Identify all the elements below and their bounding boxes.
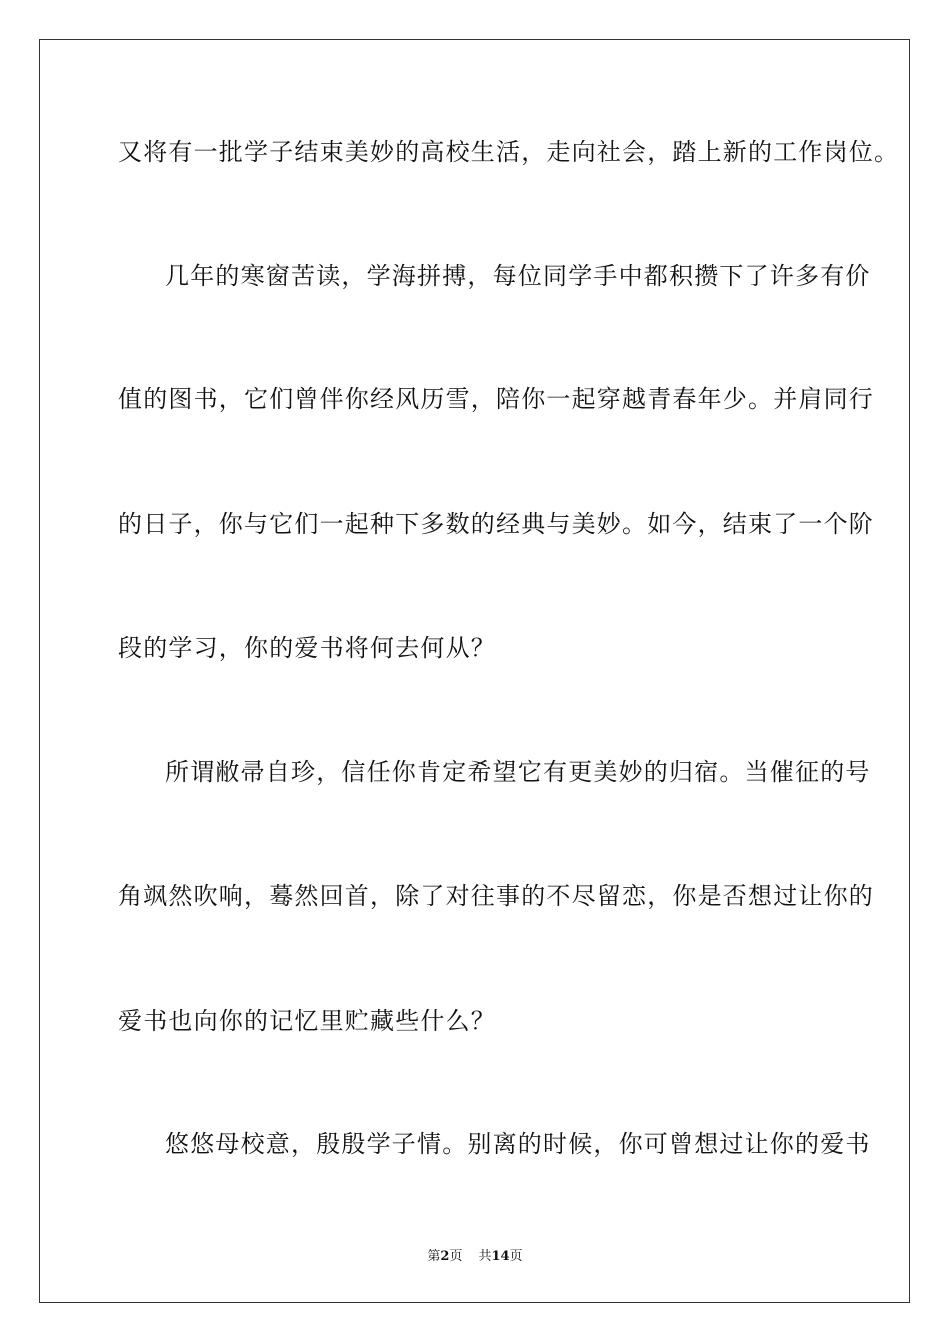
page-suffix: 页 bbox=[449, 1249, 463, 1264]
total-pages: 14 bbox=[491, 1249, 510, 1264]
text-line: 又将有一批学子结束美妙的高校生活，走向社会，踏上新的工作岗位。 bbox=[118, 138, 900, 166]
total-prefix: 共 bbox=[478, 1249, 492, 1264]
page-border bbox=[39, 39, 910, 1303]
total-suffix: 页 bbox=[509, 1249, 523, 1264]
text-line: 爱书也向你的记忆里贮藏些什么？ bbox=[118, 1007, 496, 1035]
page-prefix: 第 bbox=[427, 1249, 441, 1264]
text-line: 悠悠母校意，殷殷学子情。别离的时候，你可曾想过让你的爱书 bbox=[165, 1130, 871, 1158]
text-line: 段的学习，你的爱书将何去何从？ bbox=[118, 634, 496, 662]
text-line: 的日子，你与它们一起种下多数的经典与美妙。如今，结束了一个阶 bbox=[118, 510, 874, 538]
text-line: 角飒然吹响，蓦然回首，除了对往事的不尽留恋，你是否想过让你的 bbox=[118, 882, 874, 910]
text-line: 值的图书，它们曾伴你经风历雪，陪你一起穿越青春年少。并肩同行 bbox=[118, 385, 874, 413]
text-line: 所谓敝帚自珍，信任你肯定希望它有更美妙的归宿。当催征的号 bbox=[165, 758, 871, 786]
page-footer bbox=[0, 1248, 950, 1266]
text-line: 几年的寒窗苦读，学海拼搏，每位同学手中都积攒下了许多有价 bbox=[165, 262, 871, 290]
page-number: 2 bbox=[440, 1249, 450, 1264]
